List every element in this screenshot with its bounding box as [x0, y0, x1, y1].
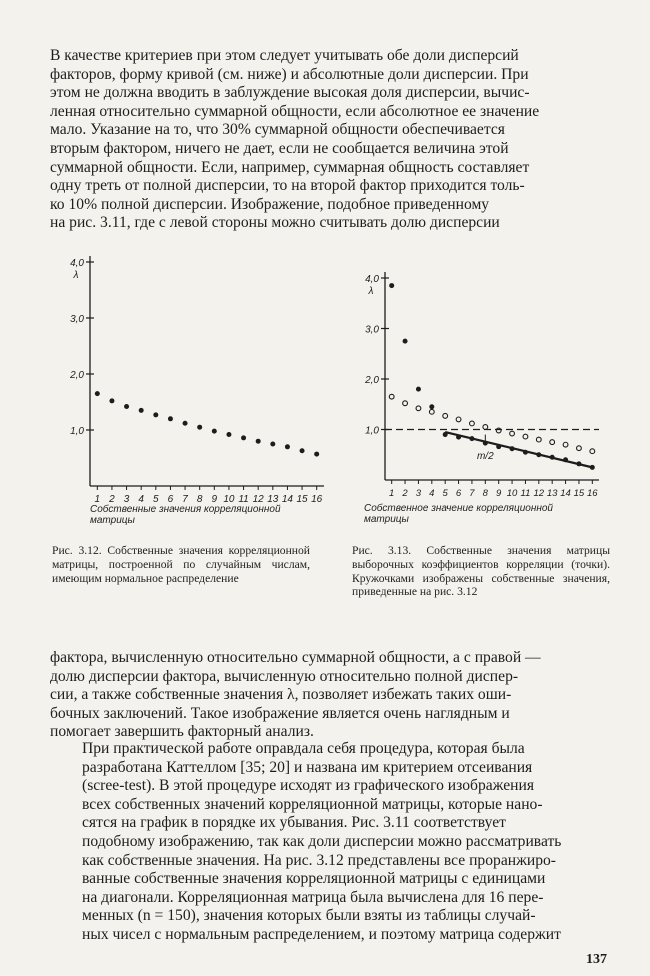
data-point: [416, 387, 421, 392]
data-point: [256, 439, 261, 444]
x-tick-label: 13: [546, 488, 558, 499]
x-tick-label: 3: [415, 488, 422, 499]
data-point: [212, 429, 217, 434]
text-line: ных чисел с нормальным распределением, и поэтому матрица содержит: [82, 925, 561, 943]
data-point: [241, 435, 246, 440]
text-line: (scree-test). В этой процедуре исходят из графического изображения: [82, 777, 535, 795]
x-tick-label: 8: [196, 494, 203, 505]
x-tick-label: 11: [238, 494, 249, 505]
data-point: [576, 461, 581, 466]
data-point: [523, 450, 528, 455]
data-point: [590, 465, 595, 470]
data-point-circle: [496, 428, 501, 433]
text-line: подобному изображению, так как доли дисперсии можно рассматривать: [82, 832, 562, 850]
data-point: [124, 404, 129, 409]
text-line: одну треть от полной дисперсии, то на второй фактор приходится толь-: [50, 177, 525, 195]
x-tick-label: 11: [520, 488, 531, 499]
page-number: 137: [586, 952, 607, 967]
figure-3-13-caption: Рис. 3.13. Собственные значения матрицы выборочных коэффициентов корреляции (точки). Кружочками изображены собственные значения, приведенные на рис. 3.12: [352, 544, 610, 599]
annotation-label: m/2: [476, 450, 494, 462]
text-line: бочных заключений. Такое изображение является очень наглядным и: [50, 704, 510, 722]
x-tick-label: 6: [167, 494, 174, 505]
data-point-circle: [550, 440, 555, 445]
paragraph-3: [50, 740, 608, 945]
data-point-circle: [416, 406, 421, 411]
text-line: вторым фактором, ничего не дает, если не сообщается величина этой: [50, 139, 509, 157]
x-axis-label-line: Собственные значения корреляционной: [90, 504, 281, 515]
x-tick-label: 16: [311, 494, 323, 505]
data-point: [389, 283, 394, 288]
text-line: При практической работе оправдала себя процедура, которая была: [82, 740, 525, 757]
x-tick-label: 1: [389, 488, 395, 499]
y-axis-label: λ: [368, 286, 374, 297]
x-tick-label: 2: [402, 488, 408, 499]
text-line: мало. Указание на то, что 30% суммарной общности обеспечивается: [50, 121, 505, 139]
text-line: как собственные значения. На рис. 3.12 представлены все проранжиро-: [82, 851, 556, 869]
figure-3-12-caption: Рис. 3.12. Собственные значения корреляционной матрицы, построенной по случайным числам, имеющим нормальное распределение: [52, 544, 310, 585]
data-point: [183, 421, 188, 426]
x-tick-label: 6: [455, 488, 462, 499]
data-point: [226, 432, 231, 437]
text-line: долю дисперсии фактора, вычисленную относительно полной диспер-: [50, 667, 519, 685]
x-tick-label: 4: [429, 488, 435, 499]
data-point-circle: [536, 437, 541, 442]
x-tick-label: 3: [123, 494, 130, 505]
text-line: менных (n = 150), значения которых были взяты из таблицы случай-: [82, 907, 536, 925]
data-point-circle: [429, 409, 434, 414]
data-point: [95, 391, 100, 396]
x-tick-label: 12: [533, 488, 545, 499]
text-line: ванные собственные значения корреляционной матрицы с единицами: [82, 870, 546, 888]
trend-line: [445, 432, 592, 467]
paragraph-2: [50, 649, 608, 742]
x-tick-label: 1: [94, 494, 101, 505]
data-point-circle: [577, 446, 582, 451]
x-tick-label: 16: [587, 488, 598, 499]
data-point-circle: [563, 442, 568, 447]
data-point: [285, 444, 290, 449]
data-point: [536, 452, 541, 457]
x-tick-label: 7: [469, 488, 475, 499]
data-point: [109, 398, 114, 403]
x-tick-label: 4: [138, 494, 144, 505]
x-tick-label: 10: [506, 488, 518, 499]
text-line: В качестве критериев при этом следует учитывать обе доли дисперсий: [50, 47, 519, 64]
data-point-circle: [590, 449, 595, 454]
x-axis-label-line: матрицы: [364, 514, 409, 525]
data-point: [429, 404, 434, 409]
data-point: [300, 448, 305, 453]
data-point-circle: [403, 401, 408, 406]
data-point: [550, 455, 555, 460]
data-point: [153, 412, 158, 417]
data-point-circle: [510, 431, 515, 436]
y-tick-label: 4,0: [365, 274, 379, 285]
x-tick-label: 15: [296, 494, 308, 505]
x-tick-label: 5: [153, 494, 159, 505]
data-point: [456, 435, 461, 440]
x-tick-label: 8: [482, 488, 488, 499]
data-point: [483, 441, 488, 446]
data-point-circle: [443, 413, 448, 418]
data-point: [403, 339, 408, 344]
data-point: [443, 432, 448, 437]
y-tick-label: 2,0: [365, 375, 379, 386]
text-line: сятся на график в порядке их убывания. Рис. 3.11 соответствует: [82, 814, 506, 832]
text-line: разработана Каттеллом [35; 20] и названа им критерием отсеивания: [82, 758, 533, 776]
x-tick-label: 14: [281, 494, 293, 505]
data-point: [139, 408, 144, 413]
figure-3-12-chart: [50, 252, 340, 507]
y-tick-label: 1,0: [365, 425, 379, 437]
x-tick-label: 2: [109, 494, 115, 505]
x-tick-label: 12: [252, 494, 264, 505]
text-line: на рис. 3.11, где с левой стороны можно считывать долю дисперсии: [50, 214, 500, 232]
data-point-circle: [456, 417, 461, 422]
y-tick-label: 2,0: [70, 370, 84, 381]
figure-3-12-x-axis-label: [90, 504, 340, 526]
text-line: фактора, вычисленную относительно суммарной общности, а с правой —: [50, 649, 541, 666]
data-point: [510, 446, 515, 451]
paragraph-1: [50, 47, 608, 233]
data-point: [496, 444, 501, 449]
text-line: факторов, форму кривой (см. ниже) и абсолютные доли дисперсии. При: [50, 65, 529, 83]
text-line: суммарной общности. Если, например, суммарная общность составляет: [50, 158, 530, 176]
y-tick-label: 4,0: [70, 258, 84, 269]
data-point: [197, 425, 202, 430]
text-line: помогает завершить факторный анализ.: [50, 723, 314, 741]
data-point: [563, 457, 568, 462]
data-point: [168, 416, 173, 421]
x-axis-label-line: Собственное значение корреляционной: [364, 503, 553, 514]
data-point-circle: [483, 425, 488, 430]
y-tick-label: 1,0: [70, 426, 84, 437]
data-point: [469, 436, 474, 441]
x-tick-label: 15: [573, 488, 585, 499]
y-axis-label: λ: [73, 270, 79, 281]
y-tick-label: 3,0: [365, 324, 379, 336]
text-line: ко 10% полной дисперсии. Изображение, подобное приведенному: [50, 195, 490, 213]
x-tick-label: 7: [182, 494, 188, 505]
text-line: на диагонали. Корреляционная матрица была вычислена для 16 пере-: [82, 888, 544, 906]
data-point: [314, 452, 319, 457]
text-line: сии, а также собственные значения λ, позволяет избежать таких оши-: [50, 686, 512, 704]
x-tick-label: 14: [560, 488, 571, 499]
figure-3-13-x-axis-label: [364, 503, 624, 525]
x-tick-label: 10: [223, 494, 235, 505]
x-tick-label: 13: [267, 494, 279, 505]
x-tick-label: 9: [496, 488, 502, 499]
text-line: этом не должна вводить в заблуждение высокая доля дисперсии, вычис-: [50, 84, 530, 102]
x-tick-label: 9: [211, 494, 218, 505]
figure-3-13-chart: [345, 268, 615, 503]
x-axis-label-line: матрицы: [90, 515, 135, 526]
y-tick-label: 3,0: [70, 314, 84, 325]
data-point-circle: [470, 421, 475, 426]
data-point: [270, 442, 275, 447]
data-point-circle: [523, 434, 528, 439]
x-tick-label: 5: [442, 488, 448, 499]
data-point-circle: [389, 394, 394, 399]
text-line: ленная относительно суммарной общности, если абсолютное ее значение: [50, 102, 540, 120]
text-line: всех собственных значений корреляционной матрицы, которые нано-: [82, 795, 543, 813]
